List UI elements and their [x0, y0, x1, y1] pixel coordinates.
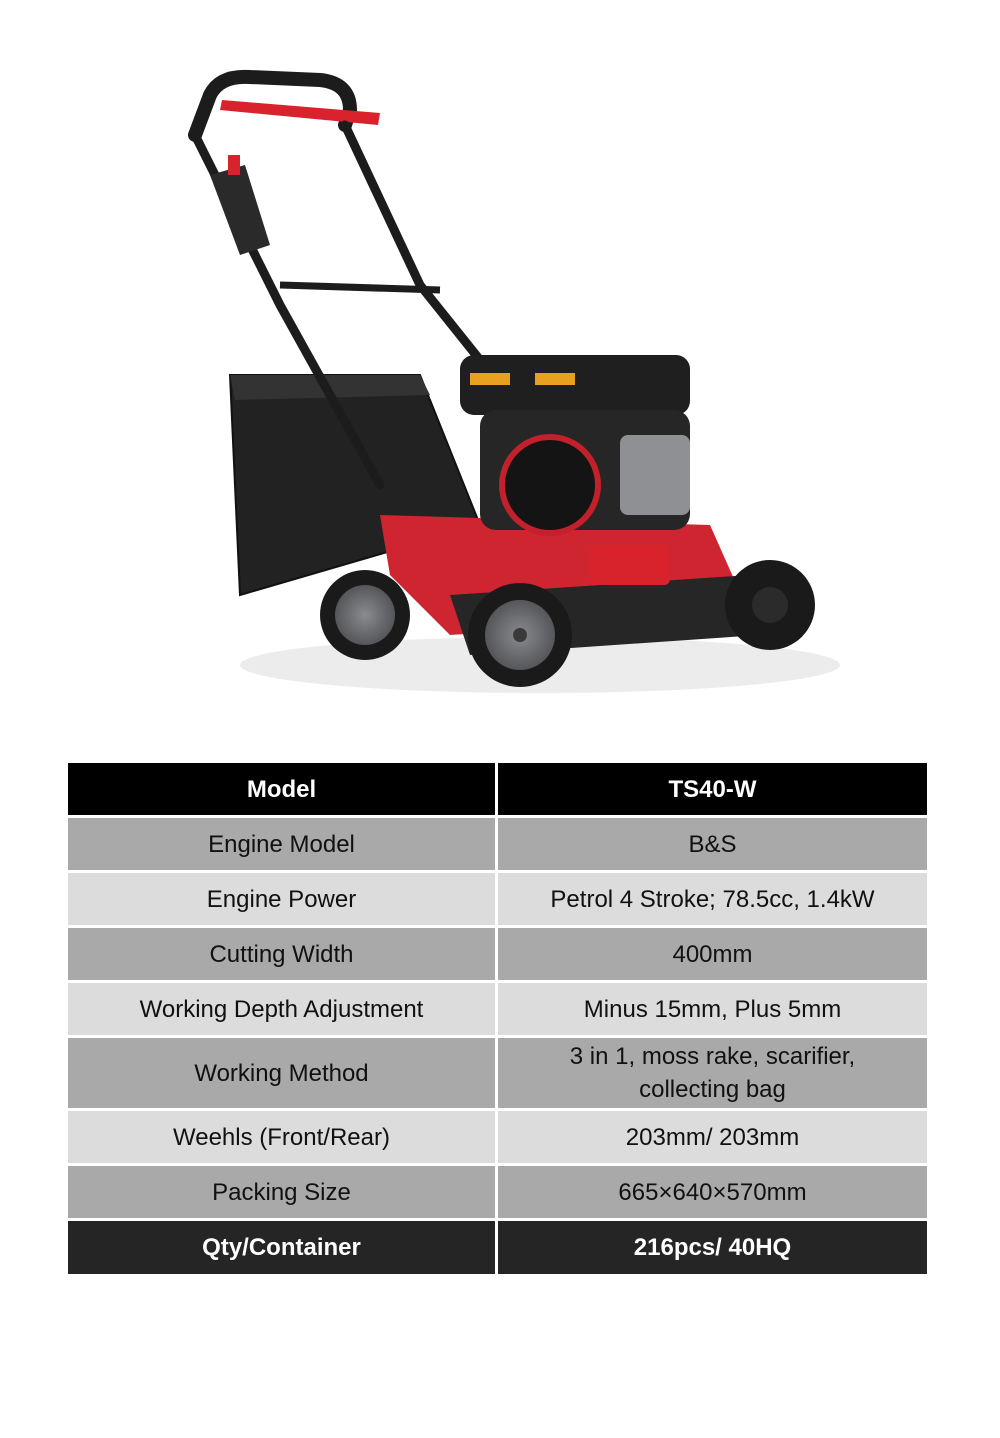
- row-value: Minus 15mm, Plus 5mm: [498, 983, 927, 1038]
- header-value: TS40-W: [498, 763, 927, 818]
- table-row: [68, 1111, 927, 1166]
- table-row: [68, 1166, 927, 1221]
- spec-table: [68, 763, 927, 1274]
- row-value: 665×640×570mm: [498, 1166, 927, 1221]
- row-label: Working Depth Adjustment: [68, 983, 498, 1038]
- row-label: Engine Model: [68, 818, 498, 873]
- table-row: [68, 873, 927, 928]
- row-value: [498, 1038, 927, 1111]
- header-label: Model: [68, 763, 498, 818]
- table-row: [68, 818, 927, 873]
- row-value: 400mm: [498, 928, 927, 983]
- row-label: Cutting Width: [68, 928, 498, 983]
- row-label: Working Method: [68, 1038, 498, 1111]
- lawn-scarifier-icon: [150, 55, 850, 705]
- row-label: Engine Power: [68, 873, 498, 928]
- table-row: [68, 1038, 927, 1111]
- row-value-line: collecting bag: [639, 1076, 786, 1103]
- table-row: [68, 983, 927, 1038]
- row-label: Packing Size: [68, 1166, 498, 1221]
- footer-label: Qty/Container: [68, 1221, 498, 1274]
- row-value: B&S: [498, 818, 927, 873]
- row-label: Weehls (Front/Rear): [68, 1111, 498, 1166]
- row-value: Petrol 4 Stroke; 78.5cc, 1.4kW: [498, 873, 927, 928]
- row-value-line: 3 in 1, moss rake, scarifier,: [569, 1043, 856, 1070]
- row-value: 203mm/ 203mm: [498, 1111, 927, 1166]
- footer-value: 216pcs/ 40HQ: [498, 1221, 927, 1274]
- product-photo: [150, 55, 850, 705]
- table-footer-row: [68, 1221, 927, 1274]
- table-header-row: [68, 763, 927, 818]
- table-row: [68, 928, 927, 983]
